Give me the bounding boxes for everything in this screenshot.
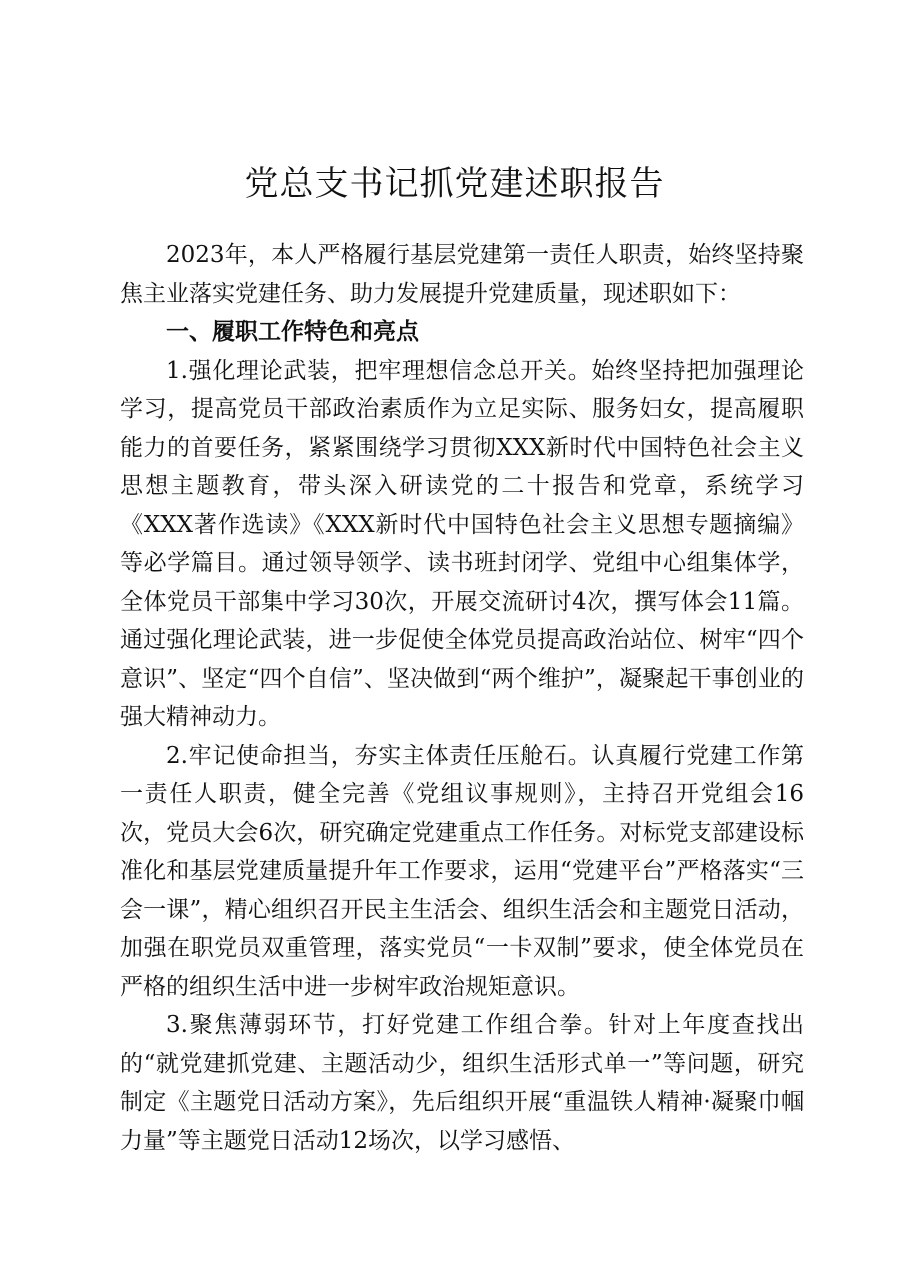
document-title: 党总支书记抓党建述职报告	[244, 164, 665, 204]
document-body	[120, 236, 804, 1160]
body-paragraph-2: 2.牢记使命担当，夯实主体责任压舱石。认真履行党建工作第一责任人职责，健全完善《党组议事规则》，主持召开党组会16次，党员大会6次，研究确定党建重点工作任务。对标党支部建设标准化和基层党建质量提升年工作要求，运用“党建平台”严格落实“三会一课”，精心组织召开民主生活会、组织生活会和主题党日活动，加强在职党员双重管理，落实党员“一卡双制”要求，使全体党员在严格的组织生活中进一步树牢政治规矩意识。	[120, 742, 804, 1000]
body-paragraph-1: 1.强化理论武装，把牢理想信念总开关。始终坚持把加强理论学习，提高党员干部政治素质作为立足实际、服务妇女，提高履职能力的首要任务，紧紧围绕学习贯彻XXX新时代中国特色社会主义思想主题教育，带头深入研读党的二十报告和党章，系统学习《XXX著作选读》《XXX新时代中国特色社会主义思想专题摘编》等必学篇目。通过领导领学、读书班封闭学、党组中心组集体学，全体党员干部集中学习30次，开展交流研讨4次，撰写体会11篇。通过强化理论武装，进一步促使全体党员提高政治站位、树牢“四个意识”、坚定“四个自信”、坚决做到“两个维护”，凝聚起干事创业的强大精神动力。	[120, 357, 804, 730]
intro-paragraph: 2023年，本人严格履行基层党建第一责任人职责，始终坚持聚焦主业落实党建任务、助力发展提升党建质量，现述职如下：	[120, 242, 804, 307]
section-heading: 一、履职工作特色和亮点	[166, 319, 419, 345]
body-paragraph-3: 3.聚焦薄弱环节，打好党建工作组合拳。针对上年度查找出的“就党建抓党建、主题活动少，组织生活形式单一”等问题，研究制定《主题党日活动方案》，先后组织开展“重温铁人精神·凝聚巾帼力量”等主题党日活动12场次，以学习感悟、	[120, 1012, 804, 1154]
